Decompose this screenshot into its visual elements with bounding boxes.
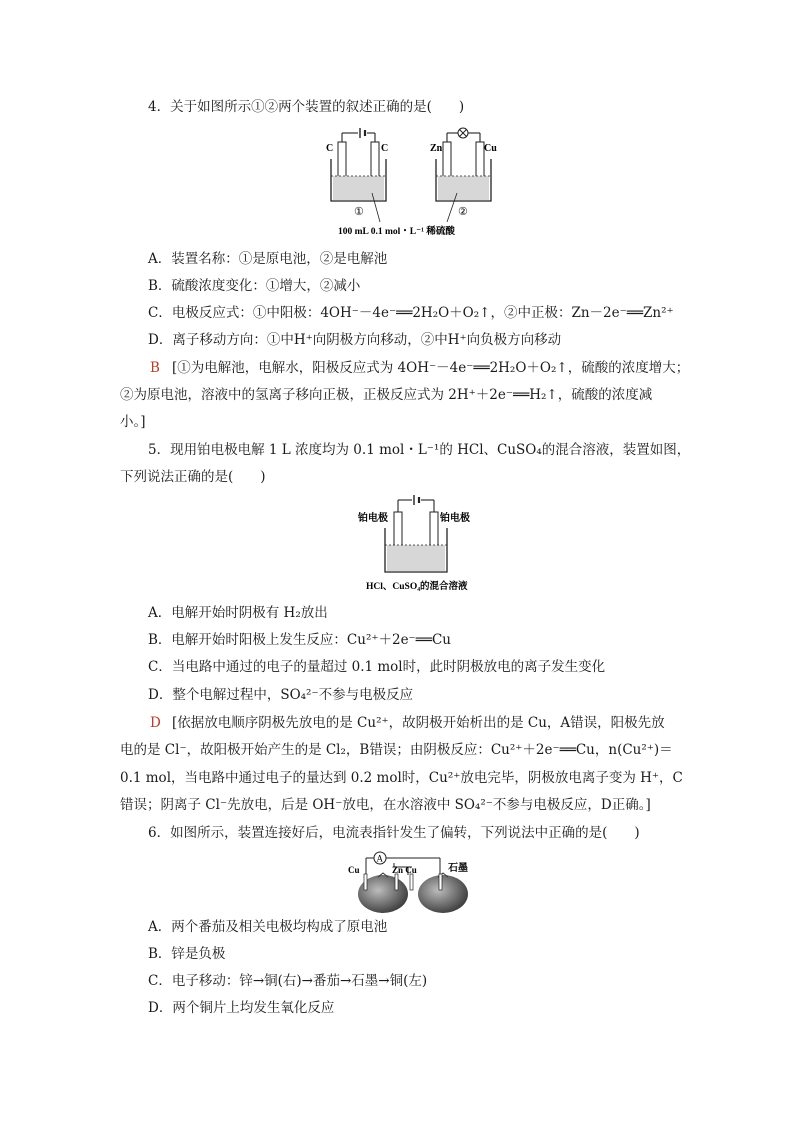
q5-stem-line-2: 下列说法正确的是( ) bbox=[120, 469, 266, 485]
q4-fig-label-2: ② bbox=[458, 206, 468, 218]
q5-stem-line-1: 5．现用铂电极电解 1 L 浓度均为 0.1 mol・L⁻¹的 HCl、CuSO₄的混合溶液，装置如图， bbox=[148, 442, 691, 458]
q6-figure bbox=[348, 847, 488, 915]
q6-stem: 6．如图所示，装置连接好后，电流表指针发生了偏转，下列说法中正确的是( ) bbox=[148, 825, 640, 841]
q5-option-c: C．当电路中通过的电子的量超过 0.1 mol时，此时阴极放电的离子发生变化 bbox=[148, 659, 606, 675]
q6-option-a: A．两个番茄及相关电极均构成了原电池 bbox=[148, 919, 388, 935]
q5-explanation-line-2: 电的是 Cl⁻，故阳极开始产生的是 Cl₂，B错误；由阴极反应：Cu²⁺＋2e⁻══Cu，n(Cu²⁺)＝ bbox=[120, 742, 673, 758]
q5-option-a: A．电解开始时阴极有 H₂放出 bbox=[148, 605, 328, 621]
q5-explanation-line-4: 错误；阴离子 Cl⁻先放电，后是 OH⁻放电，在水溶液中 SO₄²⁻不参与电极反应，D正确。] bbox=[120, 797, 651, 813]
q6-fig-middle-label: Zn Cu bbox=[392, 865, 417, 875]
q4-stem: 4．关于如图所示①②两个装置的叙述正确的是( ) bbox=[148, 99, 465, 115]
q5-fig-left-label: 铂电极 bbox=[358, 513, 388, 524]
q4-fig-left-electrode-1: C bbox=[326, 143, 334, 154]
q4-explanation-line-2: ②为原电池，溶液中的氢离子移向正极，正极反应式为 2H⁺＋2e⁻══H₂↑，硫酸的浓度减 bbox=[120, 387, 653, 403]
q4-explanation-line-1: [①为电解池，电解水，阳极反应式为 4OH⁻－4e⁻══2H₂O＋O₂↑，硫酸的浓度增大； bbox=[172, 360, 690, 376]
q4-option-a: A．装置名称：①是原电池，②是电解池 bbox=[148, 251, 388, 267]
q4-fig-right-electrode-2: Cu bbox=[484, 143, 497, 154]
q5-fig-right-label: 铂电极 bbox=[440, 513, 470, 524]
q5-option-d: D．整个电解过程中，SO₄²⁻不参与电极反应 bbox=[148, 687, 414, 703]
q4-fig-label-1: ① bbox=[354, 206, 364, 218]
q6-option-c: C．电子移动：锌→铜(右)→番茄→石墨→铜(左) bbox=[148, 973, 428, 989]
q4-option-b: B．硫酸浓度变化：①增大，②减小 bbox=[148, 278, 361, 294]
q4-explanation-line-3: 小。] bbox=[120, 414, 146, 430]
q5-answer-letter: D bbox=[150, 715, 161, 731]
q5-explanation-line-1: [依据放电顺序阴极先放电的是 Cu²⁺，故阴极开始析出的是 Cu，A错误，阳极先放 bbox=[172, 715, 665, 731]
q6-fig-right-label: 石墨 bbox=[448, 863, 468, 874]
q4-answer-letter: B bbox=[150, 360, 160, 376]
q5-explanation-line-3: 0.1 mol，当电路中通过电子的量达到 0.2 mol时，Cu²⁺放电完毕，阴极放电离子变为 H⁺，C bbox=[120, 770, 683, 786]
q4-fig-left-electrode-2: Zn bbox=[430, 143, 443, 154]
q6-option-b: B．锌是负极 bbox=[148, 946, 226, 962]
q5-figure bbox=[352, 490, 482, 595]
q6-fig-left-label: Cu bbox=[348, 865, 360, 875]
q5-option-b: B．电解开始时阳极上发生反应：Cu²⁺＋2e⁻══Cu bbox=[148, 632, 451, 648]
q4-option-d: D．离子移动方向：①中H⁺向阴极方向移动，②中H⁺向负极方向移动 bbox=[148, 332, 562, 348]
q4-option-c: C．电极反应式：①中阳极：4OH⁻－4e⁻══2H₂O＋O₂↑，②中正极：Zn－2e⁻══Zn²⁺ bbox=[148, 305, 674, 321]
q4-fig-right-electrode-1: C bbox=[381, 143, 389, 154]
q4-fig-caption: 100 mL 0.1 mol・L⁻¹ 稀硫酸 bbox=[338, 227, 455, 237]
q6-fig-meter: A bbox=[376, 853, 383, 864]
q4-figure bbox=[322, 123, 512, 238]
q6-option-d: D．两个铜片上均发生氧化反应 bbox=[148, 1000, 335, 1016]
q5-fig-caption: HCl、CuSO₄的混合溶液 bbox=[366, 582, 468, 592]
